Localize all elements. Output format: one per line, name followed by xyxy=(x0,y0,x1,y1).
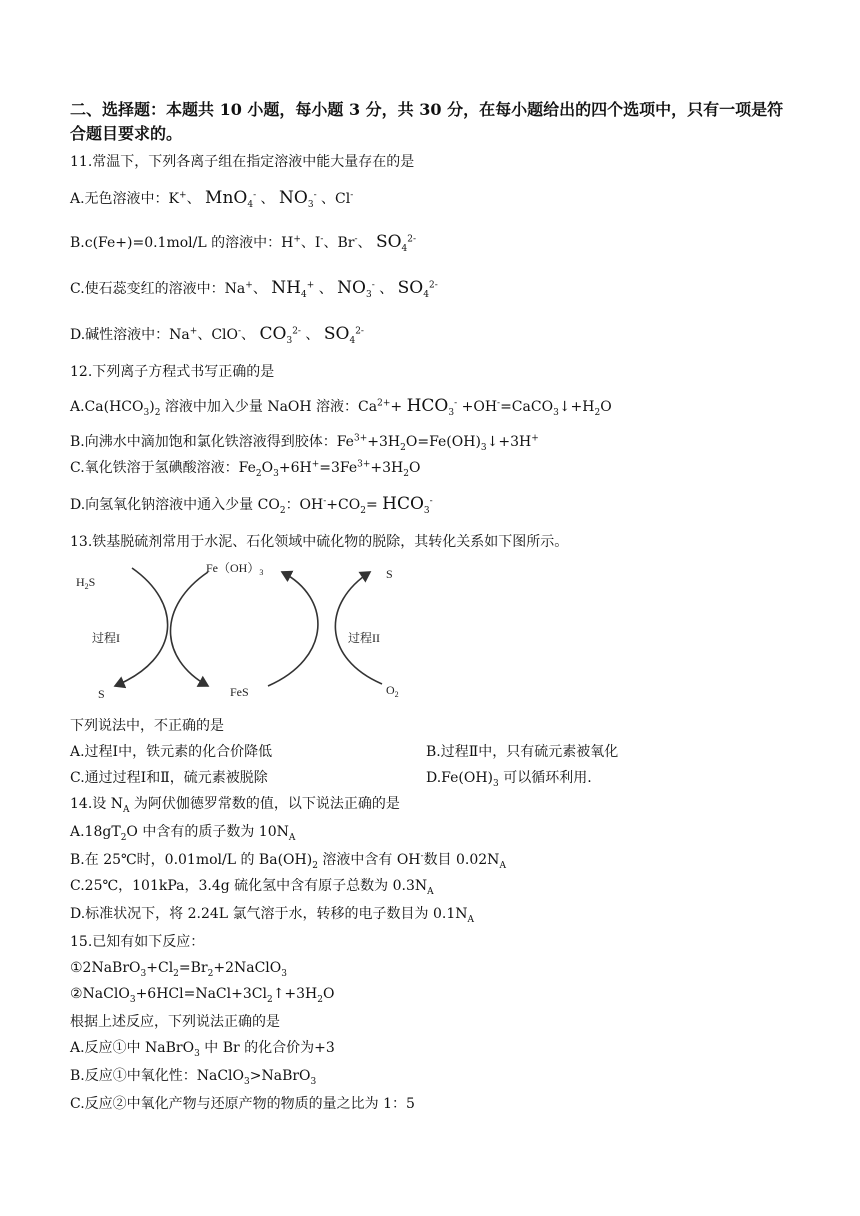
q13-question: 下列说法中，不正确的是 xyxy=(70,718,224,734)
q13-option-d: $D.Fe(OH)_3$ 可以循环利用. xyxy=(426,770,592,789)
q14-option-b: B.在 25℃时，0.01mol/L 的 $Ba(OH)_2$ 溶液中含有 OH-数目 $0.02N_A$ xyxy=(70,851,506,871)
q13-stem: 13.铁基脱硫剂常用于水泥、石化领域中硫化物的脱除，其转化关系如下图所示。 xyxy=(70,534,569,550)
label-s-right: S xyxy=(386,567,393,581)
label-s-left: S xyxy=(98,687,105,701)
q12-option-c: C.氧化铁溶于氢碘酸溶液：$Fe_2O_3+6H^+=3Fe^{3+}+3H_2O$ xyxy=(70,459,421,479)
q15-option-b: B.反应①中氧化性：NaClO$_3$>NaBrO$_3$ xyxy=(70,1068,317,1087)
q13-option-b: B.过程Ⅱ中，只有硫元素被氧化 xyxy=(426,744,619,760)
q11-option-c: C.使石蕊变红的溶液中：Na+、 $NH_4^+$ 、 $NO_3^-$ 、 $SO_4^{2-}$ xyxy=(70,278,438,300)
q15-option-c: C.反应②中氧化产物与还原产物的物质的量之比为 1：5 xyxy=(70,1096,415,1112)
q12-option-a: $A.Ca(HCO_3)_2$ 溶液中加入少量 NaOH 溶液：$Ca^{2+}+ HCO_3^-$ $+OH^-=CaCO_3↓+H_2O$ xyxy=(70,396,612,418)
q13-option-a: A.过程Ⅰ中，铁元素的化合价降低 xyxy=(70,744,273,760)
q11-option-d: D.碱性溶液中：Na+、ClO-、 $CO_3^{2-}$ 、 $SO_4^{2-}$ xyxy=(70,324,364,346)
arc-o2-to-s xyxy=(335,572,382,684)
q12-option-b: B.向沸水中滴加饱和氯化铁溶液得到胶体：$Fe^{3+}+3H_2O=Fe(OH)_3↓+3H^+$ xyxy=(70,433,539,453)
arc-h2s-to-s xyxy=(115,568,168,686)
label-o2: $O_2$ xyxy=(386,683,399,699)
q15-reaction-2: $②NaClO_3+6HCl=NaCl+3Cl_2↑+3H_2O$ xyxy=(70,986,335,1005)
q13-options-row2 xyxy=(70,768,592,789)
q14-option-c: C.25℃，101kPa，3.4g 硫化氢中含有原子总数为 $0.3N_A$ xyxy=(70,878,434,897)
q15-stem: 15.已知有如下反应： xyxy=(70,934,205,950)
q13-options-row1 xyxy=(70,742,619,762)
q11-option-a: A.无色溶液中：K+、 MnO$_4$- 、 $NO_3^-$ 、Cl- xyxy=(70,188,354,210)
q12-option-d: D.向氢氧化钠溶液中通入少量 $CO_2$：$OH^-+CO_2= HCO_3^-$ xyxy=(70,494,433,516)
q15-option-a: A.反应①中 NaBrO$_3$ 中 Br 的化合价为+3 xyxy=(70,1040,335,1059)
q12-stem: 12.下列离子方程式书写正确的是 xyxy=(70,364,275,380)
q15-reaction-1: $①2NaBrO_3+Cl_2=Br_2+2NaClO_3$ xyxy=(70,960,287,979)
q14-stem: 14.设 $N_A$ 为阿伏伽德罗常数的值，以下说法正确的是 xyxy=(70,796,400,815)
section-heading: 二、选择题：本题共 10 小题，每小题 3 分，共 30 分，在每小题给出的四个选项中，只有一项是符合题目要求的。 xyxy=(70,100,784,143)
desulfurization-cycle-diagram xyxy=(70,558,420,704)
label-process-2: 过程II xyxy=(348,631,380,645)
q14-option-d: D.标准状况下，将 2.24L 氯气溶于水，转移的电子数目为 $0.1N_A$ xyxy=(70,906,475,925)
label-process-1: 过程I xyxy=(92,631,120,645)
arc-feoh3-to-fes xyxy=(171,572,209,686)
q15-lead: 根据上述反应，下列说法正确的是 xyxy=(70,1014,280,1030)
q13-option-c: C.通过过程Ⅰ和Ⅱ，硫元素被脱除 xyxy=(70,770,268,786)
label-feoh3: $Fe(OH)_3$ xyxy=(206,561,264,577)
q14-option-a: $A.18gT_2O$ 中含有的质子数为 $10N_A$ xyxy=(70,824,296,843)
label-h2s: $H_2S$ xyxy=(76,575,96,591)
q11-option-b: B.c(Fe+)=0.1mol/L 的溶液中：H+、I-、Br-、 $SO_4^{2-}$ xyxy=(70,232,417,254)
arc-fes-to-feoh3 xyxy=(268,572,318,686)
q11-stem: 11.常温下，下列各离子组在指定溶液中能大量存在的是 xyxy=(70,154,415,170)
label-fes: FeS xyxy=(230,685,249,699)
